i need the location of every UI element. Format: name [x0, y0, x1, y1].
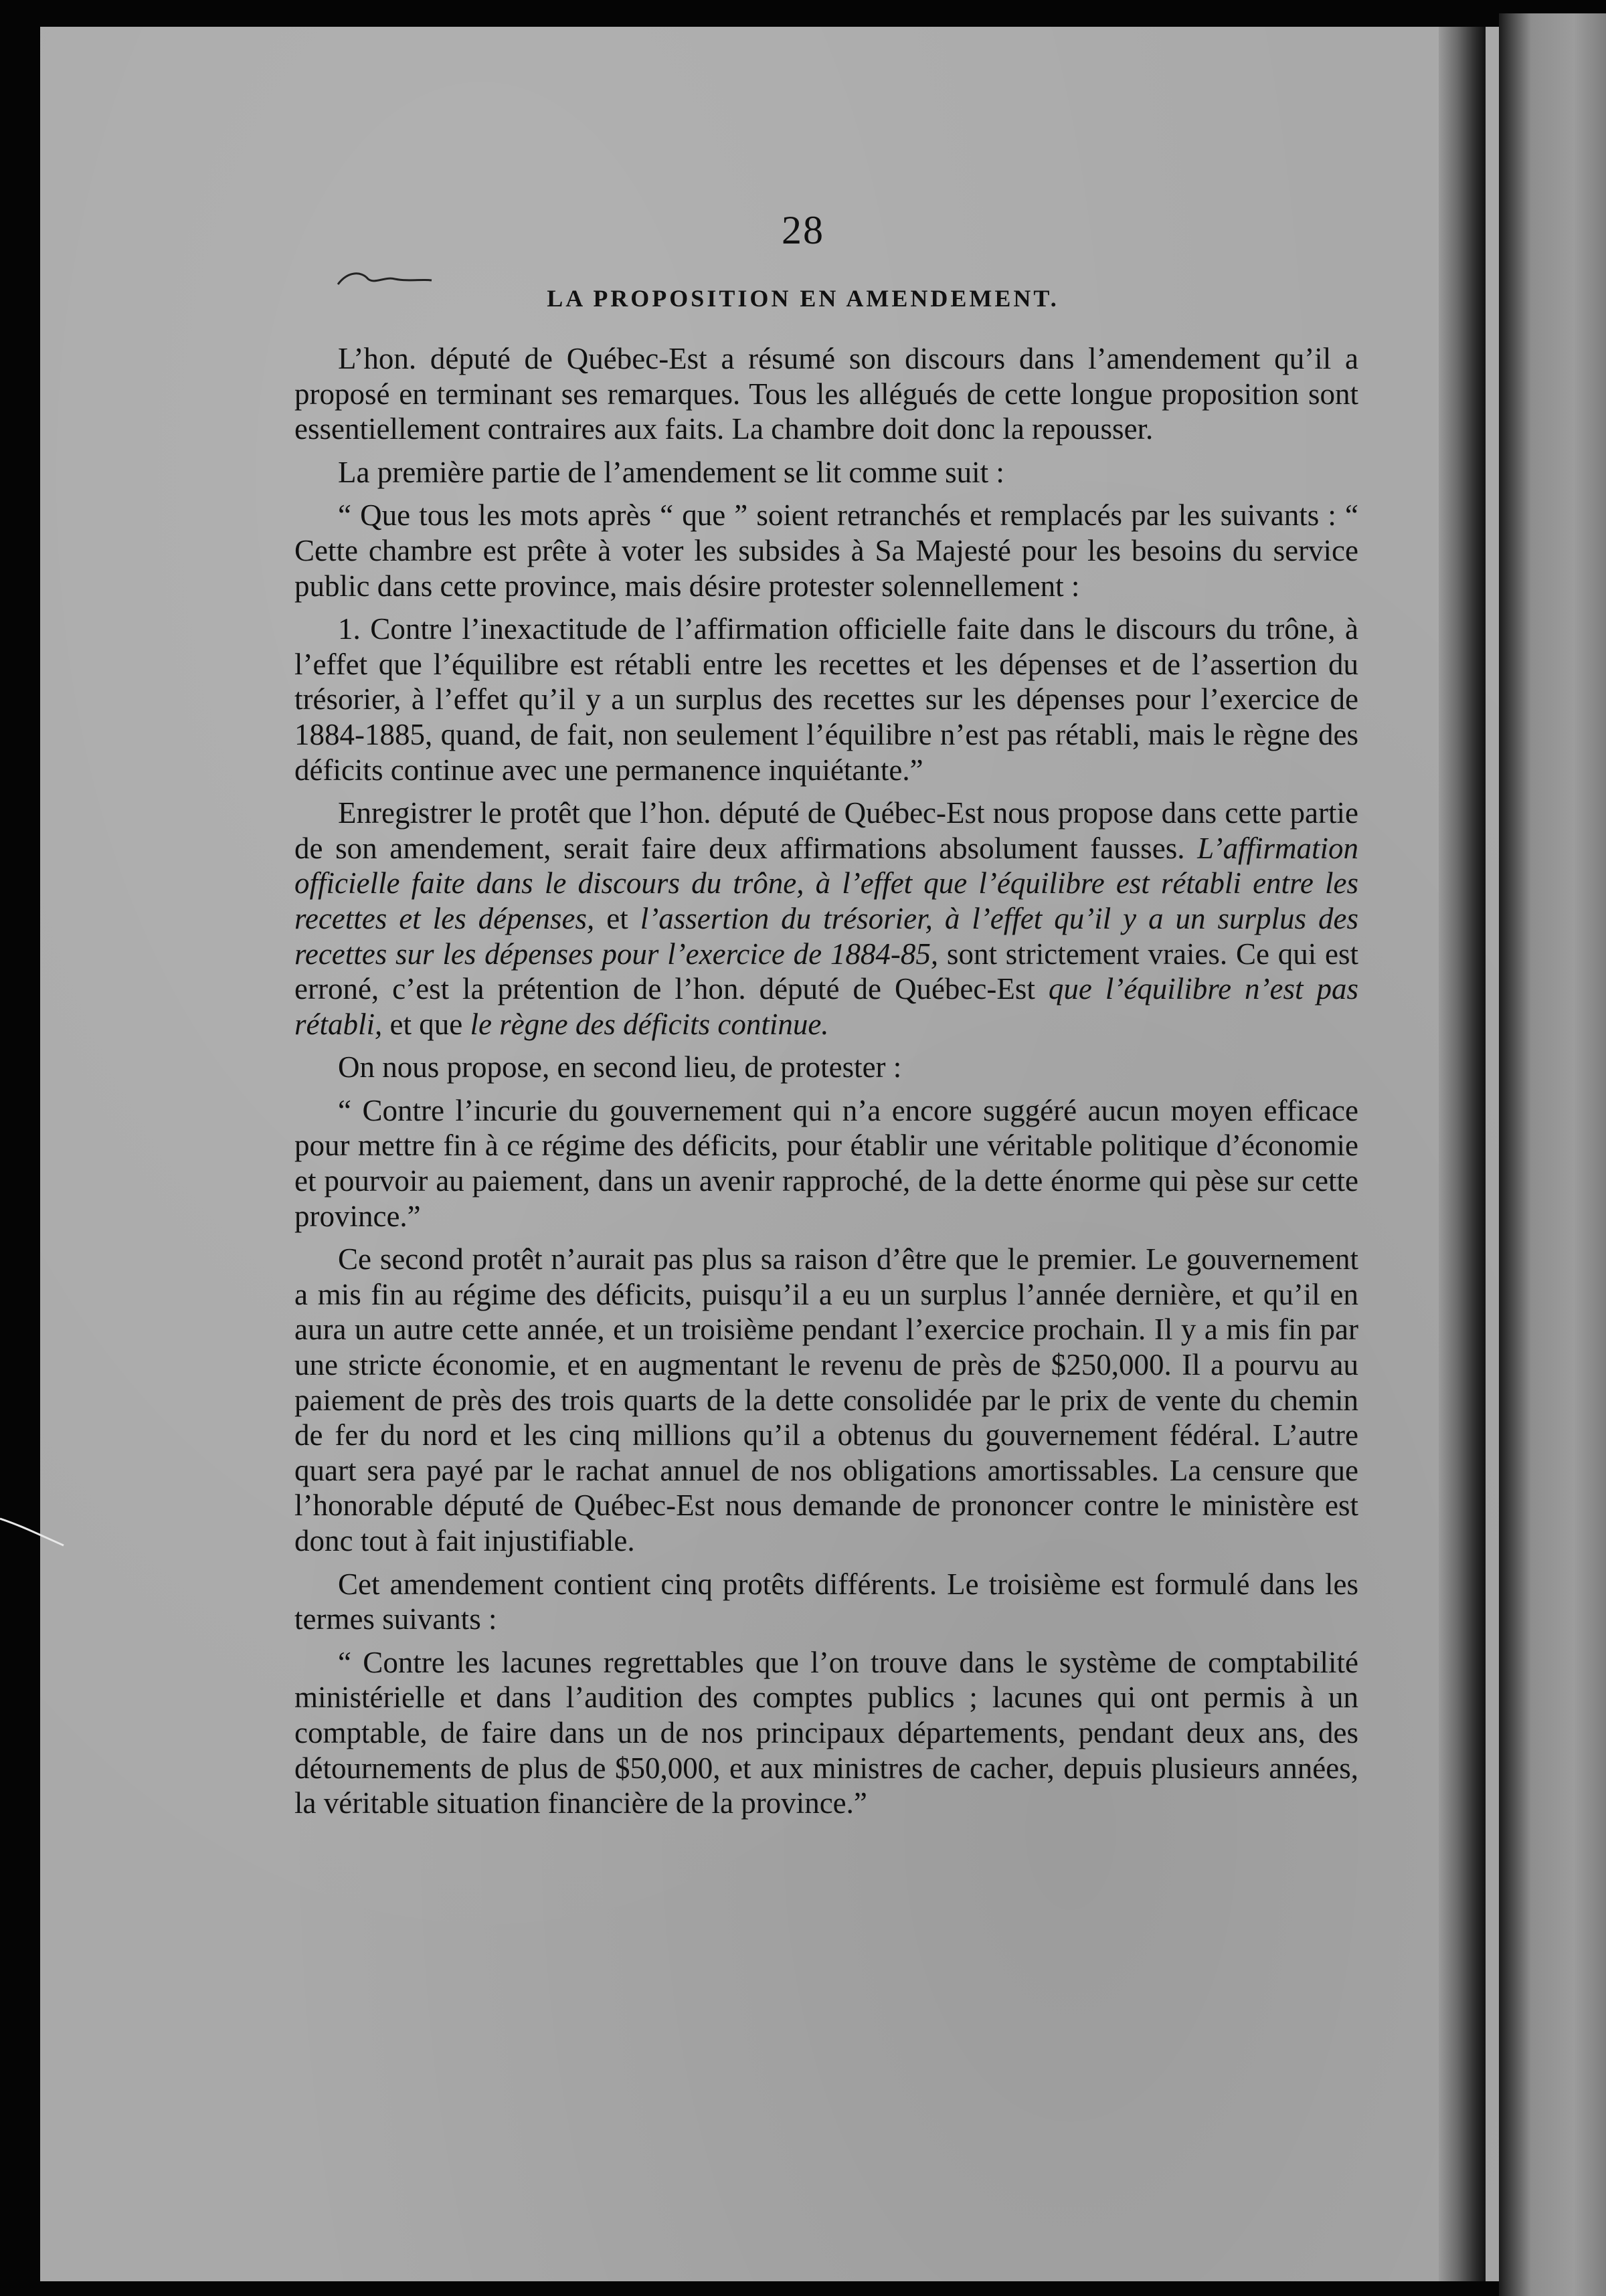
text-segment: sont strictement vraies. Ce qui est erroné, c’est la prétention de l’hon. député de Québec-Est: [294, 937, 1358, 1006]
facing-page-edge: [1499, 13, 1606, 2296]
paragraph: Cet amendement contient cinq protêts différents. Le troisième est formulé dans les termes suivants :: [294, 1567, 1358, 1636]
paragraph: Ce second protêt n’aurait pas plus sa raison d’être que le premier. Le gouvernement a mis fin au régime des déficits, puisqu’il a eu un surplus l’année dernière, et qu’il en aura un autre cette année, et un troisième pendant l’exercice prochain. Il y a mis fin par une stricte économie, et en augmentant le revenu de près de $250,000. Il a pourvu au paiement de près des trois quarts de la dette consolidée par le prix de vente du chemin de fer du nord et les cinq millions qu’il a obtenus du gouvernement fédéral. L’autre quart sera payé par le rachat annuel de nos obligations amortissables. La censure que l’honorable député de Québec-Est nous demande de prononcer contre le ministère est donc tout à fait injustifiable.: [294, 1242, 1358, 1557]
section-heading: LA PROPOSITION EN AMENDEMENT.: [547, 285, 1059, 312]
paragraph: On nous propose, en second lieu, de protester :: [338, 1050, 902, 1084]
paragraph-mixed: [294, 795, 1358, 1042]
paragraph: L’hon. député de Québec-Est a résumé son discours dans l’amendement qu’il a proposé en terminant ses remarques. Tous les allégués de cette longue proposition sont essentiellement contraires aux faits. La chambre doit donc la repousser.: [294, 342, 1358, 446]
page-number: 28: [782, 208, 824, 252]
margin-mark: [0, 1512, 67, 1552]
italic-segment: L’affirmation officielle faite dans le discours du trône, à l’effet que l’équilibre est rétabli entre les recettes et les dépenses,: [294, 831, 1358, 935]
italic-segment: que l’équilibre n’est pas rétabli,: [294, 972, 1358, 1041]
italic-segment: le règne des déficits continue.: [470, 1007, 829, 1041]
quoted-paragraph: “ Que tous les mots après “ que ” soient retranchés et remplacés par les suivants : “ Cette chambre est prête à voter les subsides à Sa Majesté pour les besoins du service public dans cette province, mais désire protester solennellement :: [294, 498, 1358, 603]
quoted-paragraph: “ Contre l’incurie du gouvernement qui n’a encore suggéré aucun moyen efficace pour mettre fin à ce régime des déficits, pour établir une véritable politique d’économie et pourvoir au paiement, dans un avenir rapproché, de la dette énorme qui pèse sur cette province.”: [294, 1093, 1358, 1233]
text-segment: et que: [382, 1007, 470, 1041]
binding-shadow: [1439, 27, 1486, 2281]
text-segment: et: [594, 901, 640, 935]
paragraph: La première partie de l’amendement se lit comme suit :: [338, 455, 1004, 489]
italic-segment: l’assertion du trésorier, à l’effet qu’il y a un surplus des recettes sur les dépenses pour l’exercice de 1884-85,: [294, 901, 1358, 971]
text-segment: Enregistrer le protêt que l’hon. député de Québec-Est nous propose dans cette partie de son amendement, serait faire deux affirmations absolument fausses.: [294, 796, 1358, 865]
quoted-paragraph: 1. Contre l’inexactitude de l’affirmation officielle faite dans le discours du trône, à l’effet que l’équilibre est rétabli entre les recettes et les dépenses et de l’assertion du trésorier, à l’effet qu’il y a un surplus des recettes sur les dépenses pour l’exercice de 1884-1885, quand, de fait, non seulement l’équilibre n’est pas rétabli, mais le règne des déficits continue avec une permanence inquiétante.”: [294, 612, 1358, 787]
quoted-paragraph: “ Contre les lacunes regrettables que l’on trouve dans le système de comptabilité ministérielle et dans l’audition des comptes publics ; lacunes qui ont permis à un comptable, de faire dans un de nos principaux départements, pendant deux ans, des détournements de plus de $50,000, et aux ministres de cacher, depuis plusieurs années, la véritable situation financière de la province.”: [294, 1645, 1358, 1820]
body-text: [294, 341, 1358, 1829]
